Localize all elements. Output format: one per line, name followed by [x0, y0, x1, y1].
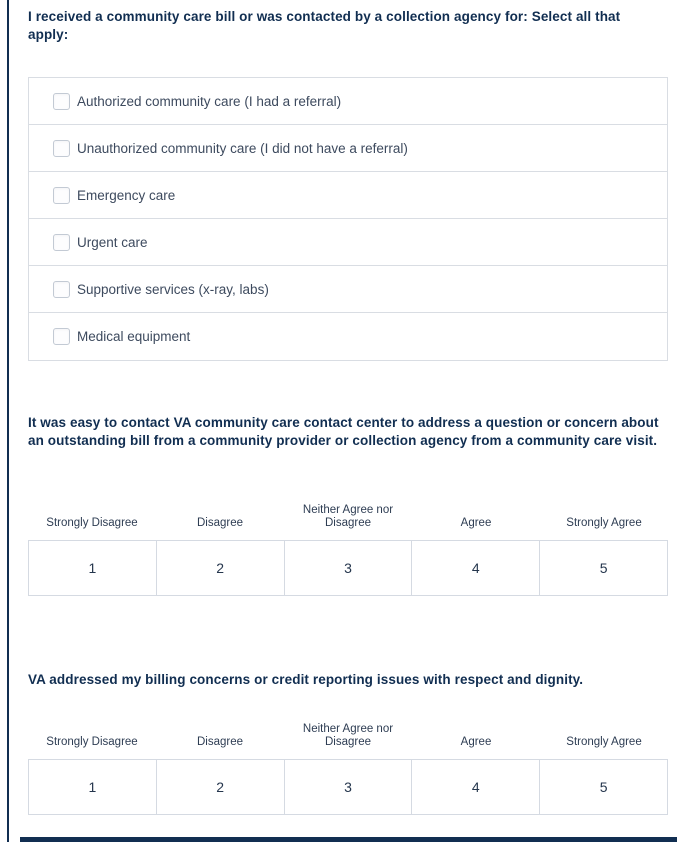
likert-cell-row [28, 540, 668, 596]
likert-cell-3[interactable]: 3 [284, 540, 413, 596]
checkbox-icon[interactable] [53, 234, 70, 251]
likert-header-neither: Neither Agree nor Disagree [302, 723, 394, 748]
likert-cell-row [28, 759, 668, 815]
checkbox-option-supportive-services[interactable] [29, 266, 667, 313]
checkbox-icon[interactable] [53, 187, 70, 204]
checkbox-icon[interactable] [53, 140, 70, 157]
likert-cell-4[interactable]: 4 [411, 540, 540, 596]
checkbox-label: Medical equipment [77, 329, 191, 344]
checkbox-option-unauthorized-care[interactable] [29, 125, 667, 172]
likert-cell-5[interactable]: 5 [539, 540, 668, 596]
checkbox-label: Urgent care [77, 234, 148, 250]
checkbox-label: Unauthorized community care (I did not have a referral) [77, 140, 408, 156]
checkbox-icon[interactable] [53, 328, 70, 345]
likert-cell-2[interactable]: 2 [156, 540, 285, 596]
likert-header-agree: Agree [460, 736, 492, 748]
likert-cell-1[interactable]: 1 [28, 759, 157, 815]
checkbox-label: Supportive services (x-ray, labs) [77, 281, 269, 297]
question-2-text: It was easy to contact VA community care contact center to address a question or concern about an outstanding bill from a community provider or collection agency from a community care visit. [28, 415, 659, 448]
checkbox-icon[interactable] [53, 281, 70, 298]
likert-header-strongly-agree: Strongly Agree [566, 517, 642, 529]
question-3-text: VA addressed my billing concerns or credit reporting issues with respect and dignity. [28, 672, 584, 687]
likert-header-strongly-agree: Strongly Agree [566, 736, 642, 748]
likert-header-agree: Agree [460, 517, 492, 529]
likert-cell-3[interactable]: 3 [284, 759, 413, 815]
likert-header-disagree: Disagree [196, 736, 244, 748]
question-3-likert-scale [28, 719, 668, 815]
question-1-checkbox-group [28, 77, 668, 361]
likert-cell-2[interactable]: 2 [156, 759, 285, 815]
checkbox-icon[interactable] [53, 93, 70, 110]
likert-header-strongly-disagree: Strongly Disagree [46, 517, 138, 529]
checkbox-label: Emergency care [77, 187, 176, 203]
likert-header-neither: Neither Agree nor Disagree [302, 504, 394, 529]
question-2-likert-scale [28, 500, 668, 596]
likert-cell-4[interactable]: 4 [411, 759, 540, 815]
bottom-section-bar [20, 837, 677, 842]
checkbox-label: Authorized community care (I had a referral) [77, 93, 342, 109]
left-border-rule [7, 0, 9, 842]
likert-header-strongly-disagree: Strongly Disagree [46, 736, 138, 748]
likert-cell-1[interactable]: 1 [28, 540, 157, 596]
likert-cell-5[interactable]: 5 [539, 759, 668, 815]
likert-header-row [28, 719, 668, 749]
likert-header-disagree: Disagree [196, 517, 244, 529]
likert-header-row [28, 500, 668, 530]
checkbox-option-urgent-care[interactable] [29, 219, 667, 266]
question-1-text: I received a community care bill or was contacted by a collection agency for: Select all that apply: [28, 9, 621, 42]
checkbox-option-authorized-care[interactable] [29, 78, 667, 125]
checkbox-option-medical-equipment[interactable] [29, 313, 667, 360]
checkbox-option-emergency-care[interactable] [29, 172, 667, 219]
